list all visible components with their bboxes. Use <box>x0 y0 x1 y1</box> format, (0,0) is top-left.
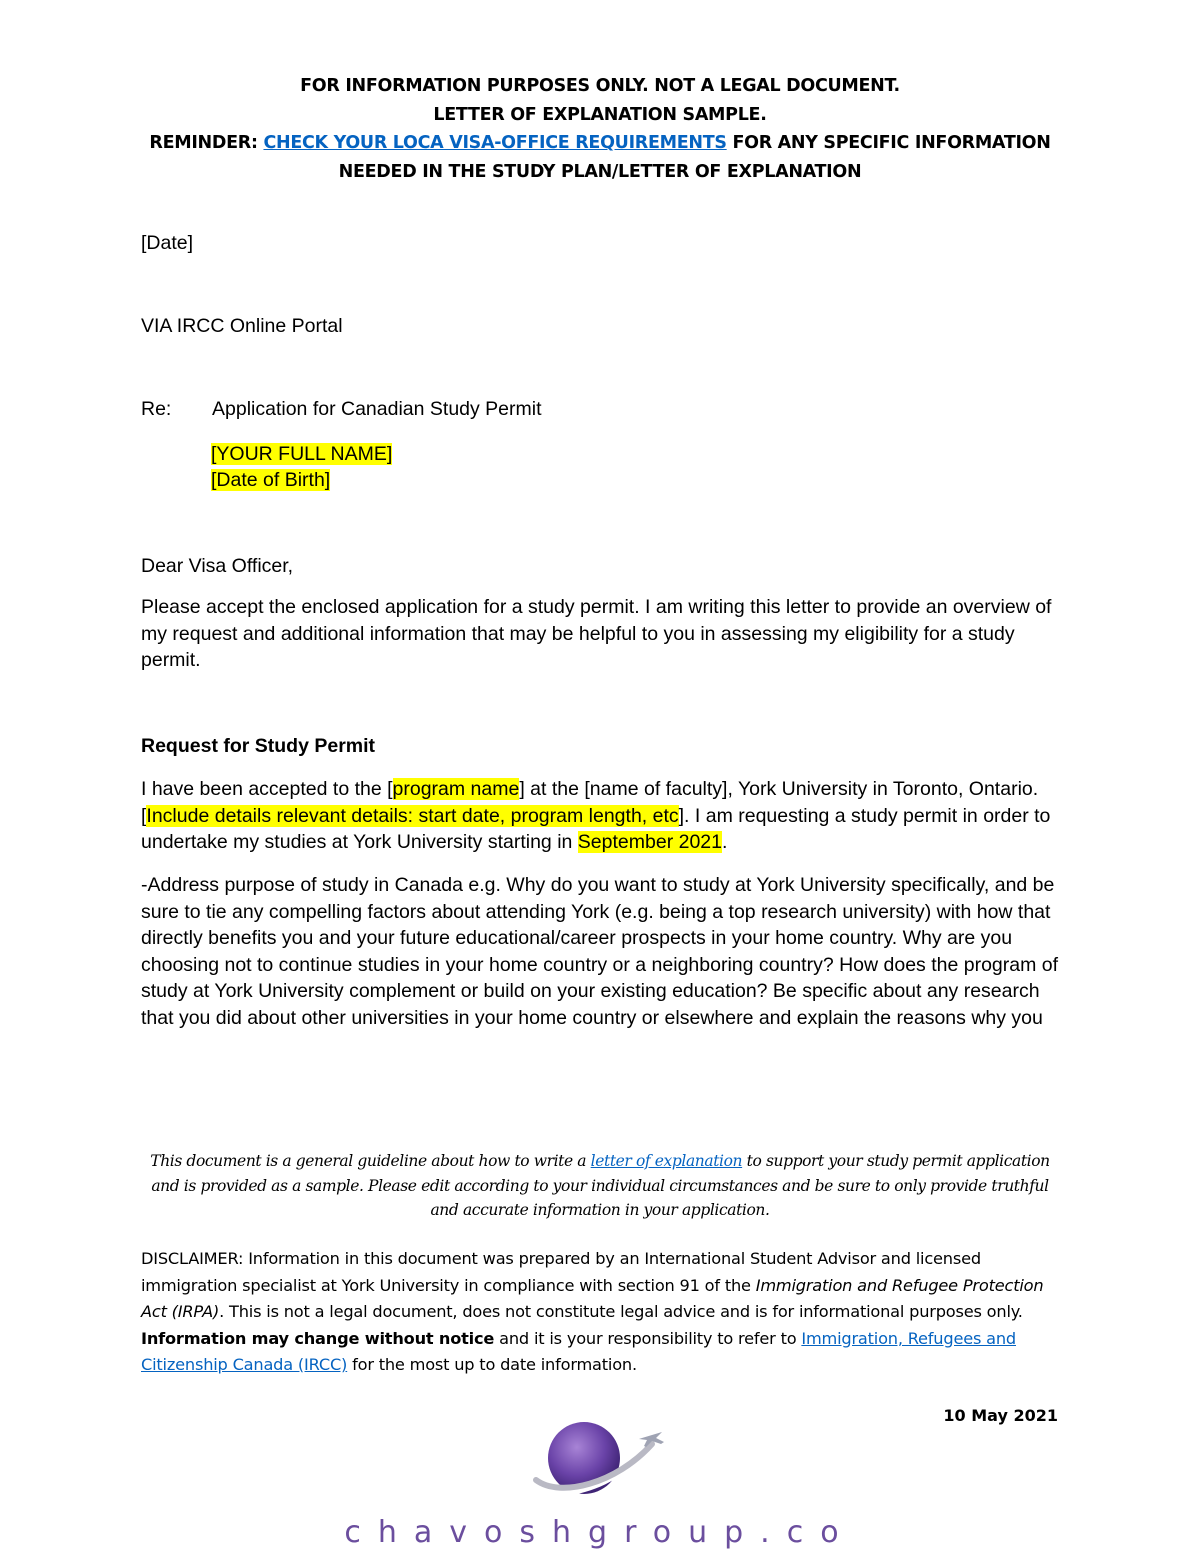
globe-with-airplane-logo-icon <box>532 1418 672 1518</box>
re-label: Re: <box>141 398 172 420</box>
program-name-placeholder: program name <box>392 778 520 800</box>
document-header <box>100 72 1100 186</box>
letter-of-explanation-link[interactable]: letter of explanation <box>590 1152 743 1170</box>
letter-via: VIA IRCC Online Portal <box>141 315 343 337</box>
ircc-link[interactable]: Immigration, Refugees and Citizenship Canada (IRCC) <box>141 1328 1016 1374</box>
section-heading: Request for Study Permit <box>141 735 376 757</box>
details-placeholder: Include details relevant details: start date, program length, etc <box>146 804 679 827</box>
applicant-name-placeholder: [YOUR FULL NAME] <box>211 443 393 465</box>
request-paragraph: I have been accepted to the [program name] at the [name of faculty], York University in Toronto, Ontario. [Include details relevant details: start date, program length, etc]. I am requesting a study permit in order to undertake my studies at York University starting in September 2021. <box>141 778 1051 853</box>
header-line-4: NEEDED IN THE STUDY PLAN/LETTER OF EXPLANATION <box>338 161 862 182</box>
date-of-birth-placeholder: [Date of Birth] <box>211 469 331 491</box>
salutation: Dear Visa Officer, <box>141 555 294 577</box>
change-notice: Information may change without notice <box>141 1328 495 1348</box>
letter-date: [Date] <box>141 232 194 254</box>
visa-office-requirements-link[interactable]: CHECK YOUR LOCA VISA-OFFICE REQUIREMENTS <box>263 133 727 153</box>
header-line-1: FOR INFORMATION PURPOSES ONLY. NOT A LEGAL DOCUMENT. <box>300 76 900 96</box>
disclaimer: DISCLAIMER: Information in this document was prepared by an International Student Advisor and licensed immigration specialist at York University in compliance with section 91 of the Immigration and Refugee Protection Act (IRPA). This is not a legal document, does not constitute legal advice and is for informational purposes only. Information may change without notice and it is your responsibility to refer to Immigration, Refugees and Citizenship Canada (IRCC) for the most up to date information. <box>141 1249 1044 1374</box>
intro-paragraph: Please accept the enclosed application for a study permit. I am writing this letter to provide an overview of my request and additional information that may be helpful to you in assessing my eligibility for a study permit. <box>141 596 1052 671</box>
irpa-act: Immigration and Refugee Protection Act (IRPA) <box>141 1275 1044 1321</box>
guideline-note: This document is a general guideline about how to write a letter of explanation to support your study permit application and is provided as a sample. Please edit according to your individual circumstances and be sure to only provide truthful and accurate information in your application. <box>150 1152 1050 1219</box>
start-term-placeholder: September 2021 <box>577 831 722 853</box>
header-line-2: LETTER OF EXPLANATION SAMPLE. <box>433 104 767 125</box>
reminder-rest: FOR ANY SPECIFIC INFORMATION <box>726 133 1051 153</box>
re-subject: Application for Canadian Study Permit <box>212 398 542 420</box>
header-line-3 <box>100 129 1100 158</box>
applicant-block <box>211 441 392 493</box>
footer-date: 10 May 2021 <box>943 1406 1058 1425</box>
purpose-paragraph: -Address purpose of study in Canada e.g. Why do you want to study at York University specifically, and be sure to tie any compelling factors about attending York (e.g. being a top research university) with how that directly benefits you and your future educational/career prospects in your home country. Why are you choosing not to continue studies in your home country or a neighboring country? How does the program of study at York University complement or build on your existing education? Be specific about any research that you did about other universities in your home country or elsewhere and explain the reasons why you <box>141 874 1059 1029</box>
reminder-label: REMINDER: <box>149 133 264 153</box>
brand-wordmark: chavoshgroup.co <box>344 1515 856 1550</box>
